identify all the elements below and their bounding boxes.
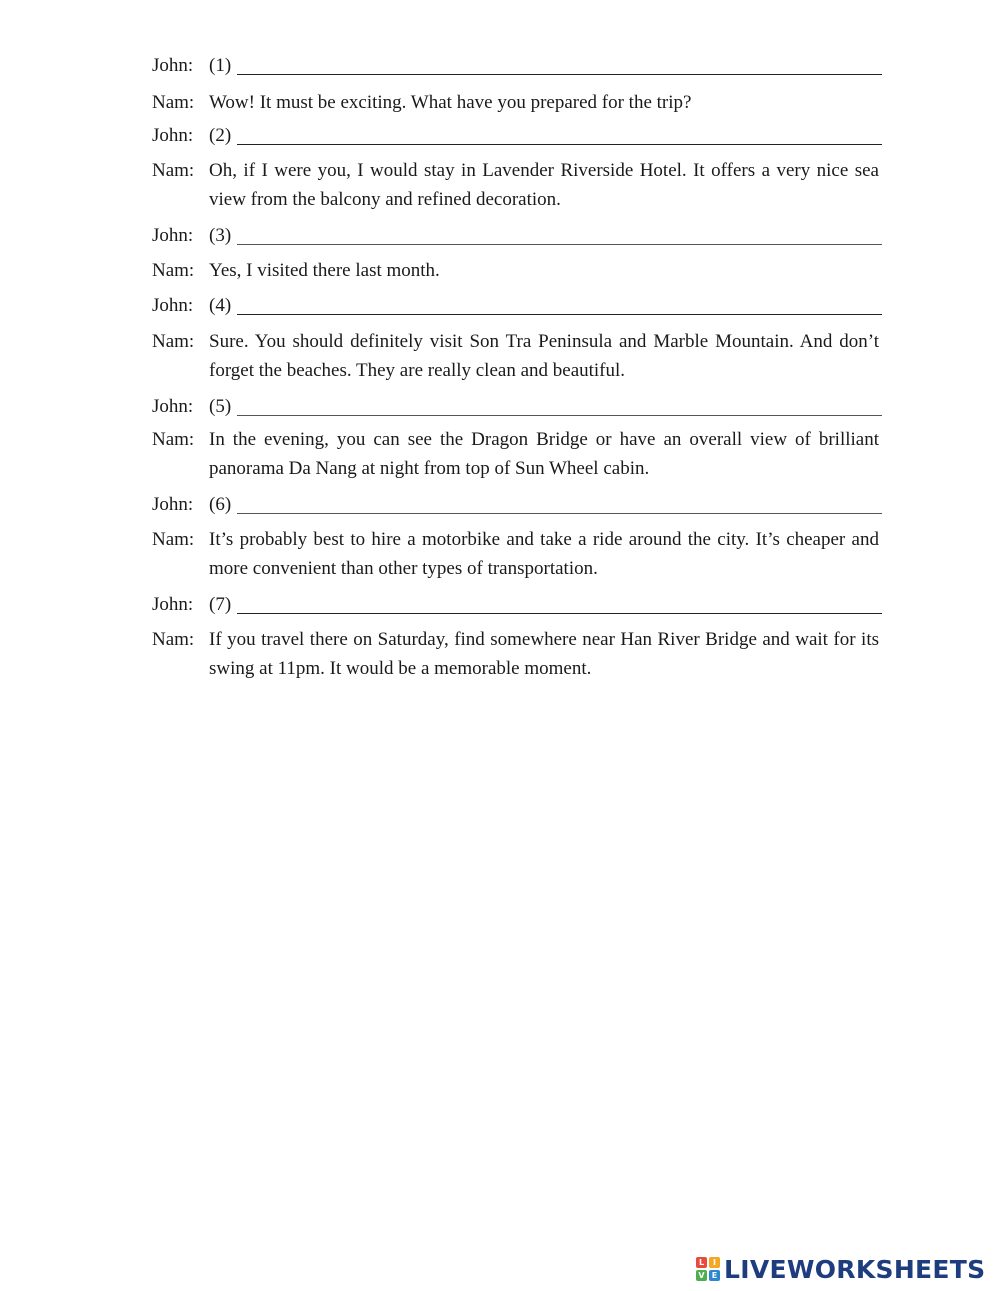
nam-reply: In the evening, you can see the Dragon Bridge or have an overall view of brilliant panorama Da Nang at night from top of Sun Wheel cabin.	[209, 429, 879, 479]
speaker-label: John:	[152, 594, 194, 615]
speaker-label: Nam:	[152, 92, 195, 113]
liveworksheets-logo-icon	[696, 1257, 720, 1281]
answer-blank-1[interactable]	[237, 74, 882, 75]
logo-block: I	[709, 1257, 720, 1268]
speaker-label: Nam:	[152, 160, 195, 181]
question-number: (2)	[209, 125, 232, 146]
question-number: (7)	[209, 594, 232, 615]
question-number: (1)	[209, 55, 232, 76]
answer-blank-3[interactable]	[237, 244, 882, 245]
speaker-label: John:	[152, 225, 194, 246]
answer-blank-6[interactable]	[237, 513, 882, 514]
speaker-label: John:	[152, 494, 194, 515]
question-number: (3)	[209, 225, 232, 246]
nam-reply: It’s probably best to hire a motorbike and take a ride around the city. It’s cheaper and more convenient than other types of transportation.	[209, 529, 879, 579]
logo-block: E	[709, 1270, 720, 1281]
speaker-label: Nam:	[152, 629, 195, 650]
logo-block: V	[696, 1270, 707, 1281]
nam-reply: Wow! It must be exciting. What have you prepared for the trip?	[209, 92, 692, 113]
nam-reply: Oh, if I were you, I would stay in Lavender Riverside Hotel. It offers a very nice sea view from the balcony and refined decoration.	[209, 160, 879, 210]
logo-block: L	[696, 1257, 707, 1268]
liveworksheets-watermark	[696, 1252, 985, 1286]
speaker-label: Nam:	[152, 260, 195, 281]
speaker-label: Nam:	[152, 529, 195, 550]
answer-blank-4[interactable]	[237, 314, 882, 315]
speaker-label: John:	[152, 125, 194, 146]
watermark-text: LIVEWORKSHEETS	[724, 1254, 986, 1284]
answer-blank-2[interactable]	[237, 144, 882, 145]
nam-reply: If you travel there on Saturday, find somewhere near Han River Bridge and wait for its swing at 11pm. It would be a memorable moment.	[209, 629, 879, 679]
nam-reply: Yes, I visited there last month.	[209, 260, 440, 281]
question-number: (6)	[209, 494, 232, 515]
speaker-label: John:	[152, 396, 194, 417]
speaker-label: Nam:	[152, 429, 195, 450]
nam-reply: Sure. You should definitely visit Son Tra Peninsula and Marble Mountain. And don’t forget the beaches. They are really clean and beautiful.	[209, 331, 879, 381]
answer-blank-5[interactable]	[237, 415, 882, 416]
speaker-label: John:	[152, 55, 194, 76]
question-number: (4)	[209, 295, 232, 316]
answer-blank-7[interactable]	[237, 613, 882, 614]
speaker-label: Nam:	[152, 331, 195, 352]
speaker-label: John:	[152, 295, 194, 316]
question-number: (5)	[209, 396, 232, 417]
